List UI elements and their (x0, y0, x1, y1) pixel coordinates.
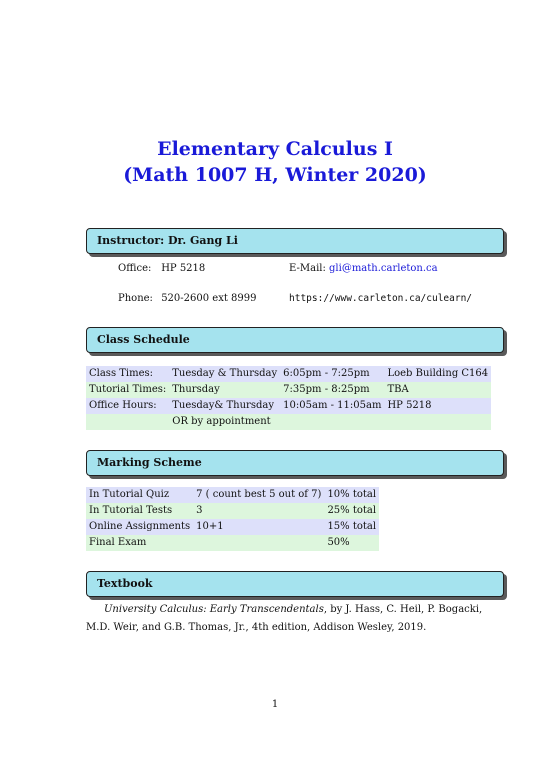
table-cell: 50% (327, 537, 350, 548)
table-cell (193, 535, 324, 551)
table-row (86, 366, 491, 382)
office-value: HP 5218 (161, 263, 206, 274)
schedule-table (86, 366, 491, 430)
table-cell: Tuesday & Thursday (172, 368, 278, 379)
table-cell: OR by appointment (172, 416, 271, 427)
table-cell: Tuesday& Thursday (172, 400, 274, 411)
table-cell: 3 (196, 505, 203, 516)
table-cell: In Tutorial Quiz (89, 489, 170, 500)
schedule-heading: Class Schedule (86, 327, 504, 353)
table-cell: Thursday (172, 384, 220, 395)
table-cell: 7 ( count best 5 out of 7) (196, 489, 322, 500)
instructor-heading: Instructor: Dr. Gang Li (86, 228, 504, 254)
table-cell: 25% total (327, 505, 377, 516)
table-cell: Office Hours: (89, 400, 157, 411)
marking-table (86, 487, 379, 551)
phone-label: Phone: (118, 293, 153, 304)
table-cell (384, 414, 491, 430)
table-row (86, 382, 491, 398)
table-row (86, 487, 379, 503)
table-cell (280, 414, 384, 430)
table-row (86, 519, 379, 535)
table-cell: HP 5218 (387, 400, 432, 411)
table-cell: 10% total (327, 489, 377, 500)
table-cell: TBA (387, 384, 409, 395)
course-url[interactable]: https://www.carleton.ca/culearn/ (289, 293, 473, 304)
table-cell: 10:05am - 11:05am (283, 400, 382, 411)
phone-value: 520-2600 ext 8999 (161, 293, 257, 304)
table-cell: Online Assignments (89, 521, 191, 532)
table-row (86, 503, 379, 519)
table-cell (86, 414, 169, 430)
table-cell: Final Exam (89, 537, 147, 548)
table-row (86, 535, 379, 551)
table-cell: In Tutorial Tests (89, 505, 173, 516)
textbook-title: University Calculus: Early Transcendentals (104, 604, 324, 615)
table-cell: 15% total (327, 521, 377, 532)
textbook-heading: Textbook (86, 571, 504, 597)
textbook-details: , by J. Hass, C. Heil, P. Bogacki, M.D. Weir, and G.B. Thomas, Jr., 4th edition, Addison Wesley, 2019. (86, 604, 483, 633)
marking-heading: Marking Scheme (86, 450, 504, 476)
table-cell: 10+1 (196, 521, 224, 532)
table-row (86, 414, 491, 430)
table-row (86, 398, 491, 414)
table-cell: Loeb Building C164 (387, 368, 489, 379)
table-cell: Class Times: (89, 368, 154, 379)
phone-line (118, 292, 257, 306)
course-title: Elementary Calculus I (157, 138, 393, 160)
office-label: Office: (118, 263, 152, 274)
table-cell: 6:05pm - 7:25pm (283, 368, 370, 379)
textbook-citation (86, 601, 504, 637)
page-number: 1 (271, 699, 279, 710)
table-cell: Tutorial Times: (89, 384, 167, 395)
email-line (289, 262, 438, 276)
course-subtitle: (Math 1007 H, Winter 2020) (123, 164, 427, 186)
email-link[interactable]: gli@math.carleton.ca (329, 263, 438, 274)
table-cell: 7:35pm - 8:25pm (283, 384, 370, 395)
email-label: E-Mail: (289, 263, 326, 274)
office-line (118, 262, 205, 276)
